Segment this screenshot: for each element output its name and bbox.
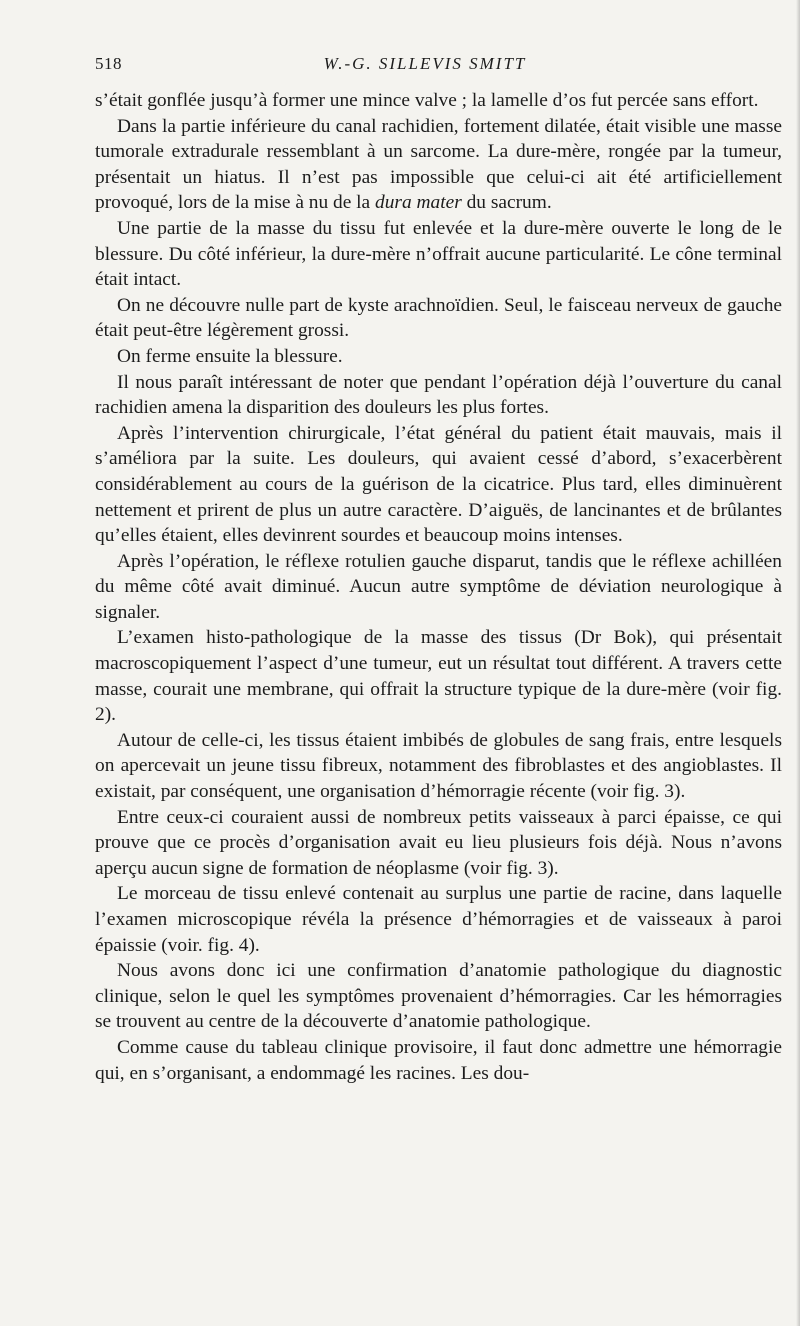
page-number: 518 — [95, 54, 122, 73]
paragraph: On ne découvre nulle part de kyste arachnoïdien. Seul, le faisceau nerveux de gauche était peut-être légèrement grossi. — [95, 294, 782, 342]
paragraph: Comme cause du tableau clinique provisoire, il faut donc admettre une hémorragie qui, en s’organisant, a endommagé les racines. Les dou- — [95, 1036, 782, 1084]
paragraph: Après l’intervention chirurgicale, l’état général du patient était mauvais, mais il s’améliora par la suite. Les douleurs, qui avaient cessé d’abord, s’exacerbèrent considérablement au cours de la guérison de la cicatrice. Plus tard, elles diminuèrent nettement et prirent de plus un autre caractère. D’aiguës, de lancinantes et de brûlantes qu’elles étaient, elles devinrent sourdes et beaucoup moins intenses. — [95, 422, 782, 547]
paragraph-text: du sacrum. — [461, 192, 552, 214]
running-title: W.-G. SILLEVIS SMITT — [323, 54, 527, 73]
italic-term: dura mater — [375, 192, 462, 214]
paragraph-text: Dans la partie inférieure du canal rachidien, fortement dilatée, était visible une masse tumorale extradurale ressemblant à un sarcome. La dure-mère, rongée par la tumeur, présentait un hiatus. Il n’est pas impossible que celui-ci ait été artificiellement provoqué, lors de la mise à nu de la — [95, 115, 782, 214]
paragraph: s’était gonflée jusqu’à former une mince valve ; la lamelle d’os fut percée sans effort. — [95, 90, 759, 111]
page-edge-shadow — [796, 0, 800, 1326]
paragraph — [95, 114, 782, 216]
paragraph: Le morceau de tissu enlevé contenait au surplus une partie de racine, dans laquelle l’examen microscopique révéla la présence d’hémorragies et de vaisseaux à paroi épaissie (voir. fig. 4). — [95, 883, 782, 956]
paragraph: Une partie de la masse du tissu fut enlevée et la dure-mère ouverte le long de le blessure. Du côté inférieur, la dure-mère n’offrait aucune particularité. Le cône terminal était intact. — [95, 217, 782, 291]
page-header — [95, 54, 755, 78]
paragraph: Après l’opération, le réflexe rotulien gauche disparut, tandis que le réflexe achilléen du même côté avait diminué. Aucun autre symptôme de déviation neurologique à signaler. — [95, 550, 782, 623]
paragraph: On ferme ensuite la blessure. — [117, 345, 343, 367]
paragraph: Autour de celle-ci, les tissus étaient imbibés de globules de sang frais, entre lesquels on apercevait un jeune tissu fibreux, notamment des fibroblastes et des angioblastes. Il existait, par conséquent, une organisation d’hémorragie récente (voir fig. 3). — [95, 729, 782, 803]
paragraph: L’examen histo-pathologique de la masse des tissus (Dr Bok), qui présentait macroscopiquement l’aspect d’une tumeur, eut un résultat tout différent. A travers cette masse, courait une membrane, qui offrait la structure typique de la dure-mère (voir fig. 2). — [95, 627, 782, 726]
paragraph: Nous avons donc ici une confirmation d’anatomie pathologique du diagnostic clinique, selon le quel les symptômes provenaient d’hémorragies. Car les hémorragies se trouvent au centre de la découverte d’anatomie pathologique. — [95, 960, 782, 1033]
paragraph: Il nous paraît intéressant de noter que pendant l’opération déjà l’ouverture du canal rachidien amena la disparition des douleurs les plus fortes. — [95, 371, 782, 419]
body-text — [95, 88, 782, 1086]
paragraph: Entre ceux-ci couraient aussi de nombreux petits vaisseaux à parci épaisse, ce qui prouve que ce procès d’organisation avait eu lieu plusieurs fois déjà. Nous n’avons aperçu aucun signe de formation de néoplasme (voir fig. 3). — [95, 806, 782, 879]
